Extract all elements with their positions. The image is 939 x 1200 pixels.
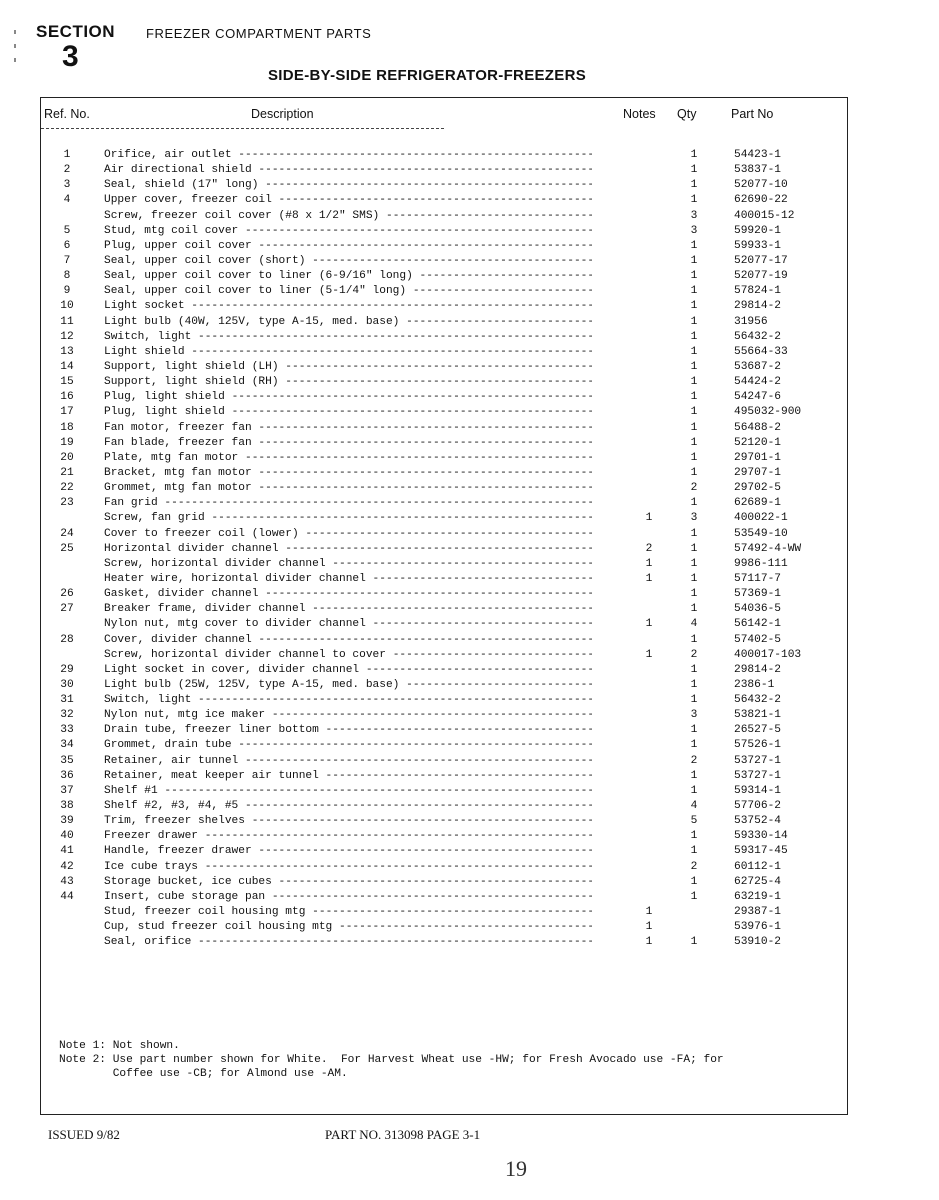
ref-cell: 34	[60, 739, 74, 752]
ref-cell: 26	[60, 588, 74, 601]
part-number-cell: 2386-1	[734, 678, 775, 691]
part-number-cell: 53727-1	[734, 769, 781, 782]
ref-cell: 8	[63, 270, 71, 283]
description-cell: Trim, freezer shelves -----	[104, 814, 592, 829]
description-cell: Switch, light -----	[104, 693, 592, 708]
part-number-cell: 400022-1	[734, 512, 788, 525]
table-row	[41, 935, 847, 950]
part-number-cell: 56488-2	[734, 421, 781, 434]
description-cell: Nylon nut, mtg cover to divider channel -----	[104, 617, 592, 632]
table-row	[41, 466, 847, 481]
notes-cell: 1	[645, 618, 653, 631]
qty-cell: 1	[690, 300, 698, 313]
description-cell: Seal, shield (17" long) -----	[104, 178, 592, 193]
table-row	[41, 769, 847, 784]
description-cell: Handle, freezer drawer -----	[104, 844, 592, 859]
description-cell: Screw, horizontal divider channel to cover -----	[104, 648, 592, 663]
description-cell: Retainer, air tunnel -----	[104, 754, 592, 769]
description-cell: Grommet, drain tube -----	[104, 738, 592, 753]
part-number-cell: 31956	[734, 315, 768, 328]
part-number-cell: 56432-2	[734, 330, 781, 343]
description-cell: Retainer, meat keeper air tunnel -----	[104, 769, 592, 784]
table-row	[41, 572, 847, 587]
part-number-cell: 59330-14	[734, 830, 788, 843]
description-cell: Seal, upper coil cover (short) -----	[104, 254, 592, 269]
part-number-cell: 57369-1	[734, 588, 781, 601]
table-row	[41, 617, 847, 632]
ref-cell: 18	[60, 421, 74, 434]
part-number-cell: 59317-45	[734, 845, 788, 858]
note-2: Note 2: Use part number shown for White. For Harvest Wheat use -HW; for Fresh Avocado use -FA; for	[59, 1054, 724, 1066]
notes-cell: 1	[645, 921, 653, 934]
description-cell: Stud, freezer coil housing mtg -----	[104, 905, 592, 920]
part-number-cell: 52120-1	[734, 436, 781, 449]
part-number-cell: 59933-1	[734, 239, 781, 252]
part-number-cell: 53837-1	[734, 164, 781, 177]
qty-cell: 2	[690, 482, 698, 495]
qty-cell: 1	[690, 633, 698, 646]
ref-cell: 44	[60, 890, 74, 903]
qty-cell: 1	[690, 315, 698, 328]
notes-cell: 2	[645, 542, 653, 555]
table-row	[41, 451, 847, 466]
description-cell: Seal, orifice -----	[104, 935, 592, 950]
part-number-cell: 57117-7	[734, 572, 781, 585]
table-row	[41, 542, 847, 557]
table-row	[41, 163, 847, 178]
description-cell: Orifice, air outlet -----	[104, 148, 592, 163]
table-row	[41, 375, 847, 390]
part-number-cell: 53549-10	[734, 527, 788, 540]
part-number-cell: 29387-1	[734, 906, 781, 919]
ref-cell: 7	[63, 254, 71, 267]
table-row	[41, 905, 847, 920]
table-row	[41, 799, 847, 814]
ref-cell: 10	[60, 300, 74, 313]
qty-cell: 1	[690, 739, 698, 752]
ref-cell: 28	[60, 633, 74, 646]
part-number-cell: 53976-1	[734, 921, 781, 934]
ref-cell: 1	[63, 149, 71, 161]
description-cell: Support, light shield (RH) -----	[104, 375, 592, 390]
section-number: 3	[62, 40, 79, 73]
description-cell: Support, light shield (LH) -----	[104, 360, 592, 375]
qty-cell: 1	[690, 678, 698, 691]
part-number-cell: 59920-1	[734, 224, 781, 237]
part-number-cell: 57526-1	[734, 739, 781, 752]
ref-cell: 41	[60, 845, 74, 858]
qty-cell: 1	[690, 270, 698, 283]
qty-cell: 1	[690, 542, 698, 555]
ref-cell: 17	[60, 406, 74, 419]
table-row	[41, 663, 847, 678]
issued-date: ISSUED 9/82	[48, 1127, 120, 1142]
handwritten-page-number: 19	[505, 1156, 527, 1181]
qty-cell: 1	[690, 936, 698, 949]
part-number-cell: 57706-2	[734, 800, 781, 813]
note-1: Note 1: Not shown.	[59, 1040, 180, 1052]
notes-cell: 1	[645, 936, 653, 949]
qty-cell: 1	[690, 406, 698, 419]
table-row	[41, 784, 847, 799]
description-cell: Plug, light shield -----	[104, 390, 592, 405]
ref-cell: 32	[60, 709, 74, 722]
table-row	[41, 633, 847, 648]
qty-cell: 2	[690, 648, 698, 661]
table-row	[41, 436, 847, 451]
notes-cell: 1	[645, 648, 653, 661]
part-number-cell: 57402-5	[734, 633, 781, 646]
table-row	[41, 239, 847, 254]
table-row	[41, 860, 847, 875]
part-number-cell: 29707-1	[734, 466, 781, 479]
description-cell: Shelf #1 -----	[104, 784, 592, 799]
part-number-cell: 62725-4	[734, 875, 781, 888]
table-row	[41, 829, 847, 844]
part-number-cell: 59314-1	[734, 784, 781, 797]
table-row	[41, 587, 847, 602]
qty-cell: 1	[690, 466, 698, 479]
scan-edge-mark	[14, 44, 16, 48]
ref-cell: 5	[63, 224, 71, 237]
description-cell: Fan blade, freezer fan -----	[104, 436, 592, 451]
description-cell: Gasket, divider channel -----	[104, 587, 592, 602]
qty-cell: 3	[690, 512, 698, 525]
qty-cell: 1	[690, 360, 698, 373]
table-row	[41, 178, 847, 193]
description-cell: Fan motor, freezer fan -----	[104, 421, 592, 436]
table-row	[41, 481, 847, 496]
ref-cell: 4	[63, 194, 71, 207]
qty-cell: 1	[690, 527, 698, 540]
table-row	[41, 330, 847, 345]
table-row	[41, 390, 847, 405]
page-title: SIDE-BY-SIDE REFRIGERATOR-FREEZERS	[268, 67, 587, 84]
column-header-description: Description	[251, 107, 314, 121]
description-cell: Plate, mtg fan motor -----	[104, 451, 592, 466]
footnotes	[59, 1039, 724, 1081]
description-cell: Insert, cube storage pan -----	[104, 890, 592, 905]
qty-cell: 1	[690, 179, 698, 192]
description-cell: Storage bucket, ice cubes -----	[104, 875, 592, 890]
qty-cell: 1	[690, 694, 698, 707]
part-number-cell: 62689-1	[734, 497, 781, 510]
scan-edge-mark	[14, 58, 16, 62]
part-number-cell: 53910-2	[734, 936, 781, 949]
table-row	[41, 602, 847, 617]
ref-cell: 22	[60, 482, 74, 495]
part-number-cell: 29814-2	[734, 300, 781, 313]
description-cell: Light bulb (40W, 125V, type A-15, med. base) -----	[104, 315, 592, 330]
qty-cell: 2	[690, 860, 698, 873]
parts-table-frame	[40, 97, 848, 1115]
description-cell: Cover, divider channel -----	[104, 633, 592, 648]
qty-cell: 1	[690, 285, 698, 298]
qty-cell: 3	[690, 209, 698, 222]
part-number-cell: 62690-22	[734, 194, 788, 207]
part-number-cell: 60112-1	[734, 860, 781, 873]
table-row	[41, 920, 847, 935]
part-number-cell: 52077-10	[734, 179, 788, 192]
qty-cell: 3	[690, 224, 698, 237]
description-cell: Plug, light shield -----	[104, 405, 592, 420]
notes-cell: 1	[645, 557, 653, 570]
table-row	[41, 708, 847, 723]
column-header-notes: Notes	[623, 107, 656, 121]
note-2-continued: Coffee use -CB; for Almond use -AM.	[59, 1068, 348, 1080]
table-row	[41, 224, 847, 239]
qty-cell: 1	[690, 239, 698, 252]
part-number-cell: 56142-1	[734, 618, 781, 631]
table-row	[41, 511, 847, 526]
qty-cell: 5	[690, 815, 698, 828]
table-row	[41, 723, 847, 738]
qty-cell: 1	[690, 724, 698, 737]
ref-cell: 40	[60, 830, 74, 843]
part-number-cell: 52077-19	[734, 270, 788, 283]
ref-cell: 15	[60, 376, 74, 389]
part-number-cell: 9986-111	[734, 557, 788, 570]
part-number-cell: 54424-2	[734, 376, 781, 389]
table-row	[41, 209, 847, 224]
description-cell: Light bulb (25W, 125V, type A-15, med. base) -----	[104, 678, 592, 693]
qty-cell: 1	[690, 194, 698, 207]
description-cell: Screw, freezer coil cover (#8 x 1/2" SMS) -----	[104, 209, 592, 224]
table-header	[41, 98, 847, 130]
ref-cell: 16	[60, 391, 74, 404]
table-row	[41, 890, 847, 905]
qty-cell: 1	[690, 890, 698, 903]
qty-cell: 1	[690, 391, 698, 404]
qty-cell: 1	[690, 769, 698, 782]
part-number-cell: 55664-33	[734, 345, 788, 358]
table-row	[41, 693, 847, 708]
table-row	[41, 193, 847, 208]
notes-cell: 1	[645, 906, 653, 919]
description-cell: Bracket, mtg fan motor -----	[104, 466, 592, 481]
table-row	[41, 738, 847, 753]
part-number-cell: 29814-2	[734, 663, 781, 676]
description-cell: Plug, upper coil cover -----	[104, 239, 592, 254]
ref-cell: 43	[60, 875, 74, 888]
description-cell: Shelf #2, #3, #4, #5 -----	[104, 799, 592, 814]
ref-cell: 36	[60, 769, 74, 782]
qty-cell: 1	[690, 149, 698, 161]
table-row	[41, 814, 847, 829]
part-number-cell: 57492-4-WW	[734, 542, 802, 555]
ref-cell: 11	[60, 315, 74, 328]
description-cell: Seal, upper coil cover to liner (6-9/16" long) -----	[104, 269, 592, 284]
scan-edge-mark	[14, 30, 16, 34]
ref-cell: 21	[60, 466, 74, 479]
description-cell: Screw, fan grid -----	[104, 511, 592, 526]
ref-cell: 29	[60, 663, 74, 676]
description-cell: Cup, stud freezer coil housing mtg -----	[104, 920, 592, 935]
part-number-cell: 54423-1	[734, 149, 781, 161]
table-row	[41, 360, 847, 375]
table-row	[41, 421, 847, 436]
qty-cell: 1	[690, 345, 698, 358]
table-row	[41, 405, 847, 420]
qty-cell: 3	[690, 709, 698, 722]
qty-cell: 1	[690, 164, 698, 177]
notes-cell: 1	[645, 512, 653, 525]
ref-cell: 33	[60, 724, 74, 737]
description-cell: Heater wire, horizontal divider channel -----	[104, 572, 592, 587]
description-cell: Horizontal divider channel -----	[104, 542, 592, 557]
part-number-cell: 26527-5	[734, 724, 781, 737]
column-header-qty: Qty	[677, 107, 697, 121]
section-label: SECTION	[36, 22, 116, 41]
ref-cell: 2	[63, 164, 71, 177]
qty-cell: 1	[690, 497, 698, 510]
part-number-cell: 53727-1	[734, 754, 781, 767]
table-row	[41, 254, 847, 269]
part-number-cell: 54247-6	[734, 391, 781, 404]
table-row	[41, 148, 847, 163]
description-cell: Grommet, mtg fan motor -----	[104, 481, 592, 496]
parts-list	[41, 148, 847, 950]
ref-cell: 27	[60, 603, 74, 616]
column-header-part: Part No	[731, 107, 774, 121]
description-cell: Drain tube, freezer liner bottom -----	[104, 723, 592, 738]
description-cell: Screw, horizontal divider channel -----	[104, 557, 592, 572]
description-cell: Upper cover, freezer coil -----	[104, 193, 592, 208]
ref-cell: 23	[60, 497, 74, 510]
part-number-cell: 52077-17	[734, 254, 788, 267]
part-number-cell: 54036-5	[734, 603, 781, 616]
column-header-ref: Ref. No.	[44, 107, 90, 121]
qty-cell: 1	[690, 875, 698, 888]
part-number-cell: 53752-4	[734, 815, 781, 828]
qty-cell: 1	[690, 784, 698, 797]
description-cell: Nylon nut, mtg ice maker -----	[104, 708, 592, 723]
table-row	[41, 557, 847, 572]
table-row	[41, 345, 847, 360]
description-cell: Light shield -----	[104, 345, 592, 360]
header-divider	[41, 128, 444, 129]
description-cell: Air directional shield -----	[104, 163, 592, 178]
table-row	[41, 844, 847, 859]
table-row	[41, 678, 847, 693]
qty-cell: 1	[690, 663, 698, 676]
part-number-page: PART NO. 313098 PAGE 3-1	[325, 1127, 481, 1142]
part-number-cell: 29702-5	[734, 482, 781, 495]
part-number-cell: 57824-1	[734, 285, 781, 298]
part-number-cell: 29701-1	[734, 451, 781, 464]
ref-cell: 31	[60, 694, 74, 707]
qty-cell: 1	[690, 572, 698, 585]
ref-cell: 20	[60, 451, 74, 464]
ref-cell: 14	[60, 360, 74, 373]
table-row	[41, 315, 847, 330]
qty-cell: 4	[690, 618, 698, 631]
qty-cell: 1	[690, 451, 698, 464]
qty-cell: 2	[690, 754, 698, 767]
ref-cell: 9	[63, 285, 71, 298]
ref-cell: 39	[60, 815, 74, 828]
ref-cell: 25	[60, 542, 74, 555]
part-number-cell: 53821-1	[734, 709, 781, 722]
qty-cell: 1	[690, 376, 698, 389]
description-cell: Light socket in cover, divider channel -----	[104, 663, 592, 678]
qty-cell: 1	[690, 421, 698, 434]
part-number-cell: 495032-900	[734, 406, 802, 419]
table-row	[41, 299, 847, 314]
ref-cell: 37	[60, 784, 74, 797]
description-cell: Breaker frame, divider channel -----	[104, 602, 592, 617]
description-cell: Fan grid -----	[104, 496, 592, 511]
qty-cell: 1	[690, 588, 698, 601]
part-number-cell: 400015-12	[734, 209, 795, 222]
section-title: FREEZER COMPARTMENT PARTS	[146, 26, 372, 41]
ref-cell: 13	[60, 345, 74, 358]
description-cell: Stud, mtg coil cover -----	[104, 224, 592, 239]
table-row	[41, 648, 847, 663]
table-row	[41, 754, 847, 769]
description-cell: Ice cube trays -----	[104, 860, 592, 875]
qty-cell: 1	[690, 436, 698, 449]
part-number-cell: 56432-2	[734, 694, 781, 707]
table-row	[41, 284, 847, 299]
ref-cell: 3	[63, 179, 71, 192]
part-number-cell: 63219-1	[734, 890, 781, 903]
qty-cell: 1	[690, 603, 698, 616]
ref-cell: 42	[60, 860, 74, 873]
description-cell: Switch, light -----	[104, 330, 592, 345]
ref-cell: 12	[60, 330, 74, 343]
part-number-cell: 400017-103	[734, 648, 802, 661]
table-row	[41, 496, 847, 511]
qty-cell: 1	[690, 557, 698, 570]
ref-cell: 24	[60, 527, 74, 540]
ref-cell: 30	[60, 678, 74, 691]
ref-cell: 19	[60, 436, 74, 449]
qty-cell: 1	[690, 330, 698, 343]
description-cell: Freezer drawer -----	[104, 829, 592, 844]
qty-cell: 1	[690, 830, 698, 843]
table-row	[41, 527, 847, 542]
description-cell: Seal, upper coil cover to liner (5-1/4" long) -----	[104, 284, 592, 299]
ref-cell: 38	[60, 800, 74, 813]
ref-cell: 6	[63, 239, 71, 252]
part-number-cell: 53687-2	[734, 360, 781, 373]
notes-cell: 1	[645, 572, 653, 585]
table-row	[41, 269, 847, 284]
table-row	[41, 875, 847, 890]
description-cell: Light socket -----	[104, 299, 592, 314]
qty-cell: 4	[690, 800, 698, 813]
ref-cell: 35	[60, 754, 74, 767]
qty-cell: 1	[690, 845, 698, 858]
description-cell: Cover to freezer coil (lower) -----	[104, 527, 592, 542]
qty-cell: 1	[690, 254, 698, 267]
